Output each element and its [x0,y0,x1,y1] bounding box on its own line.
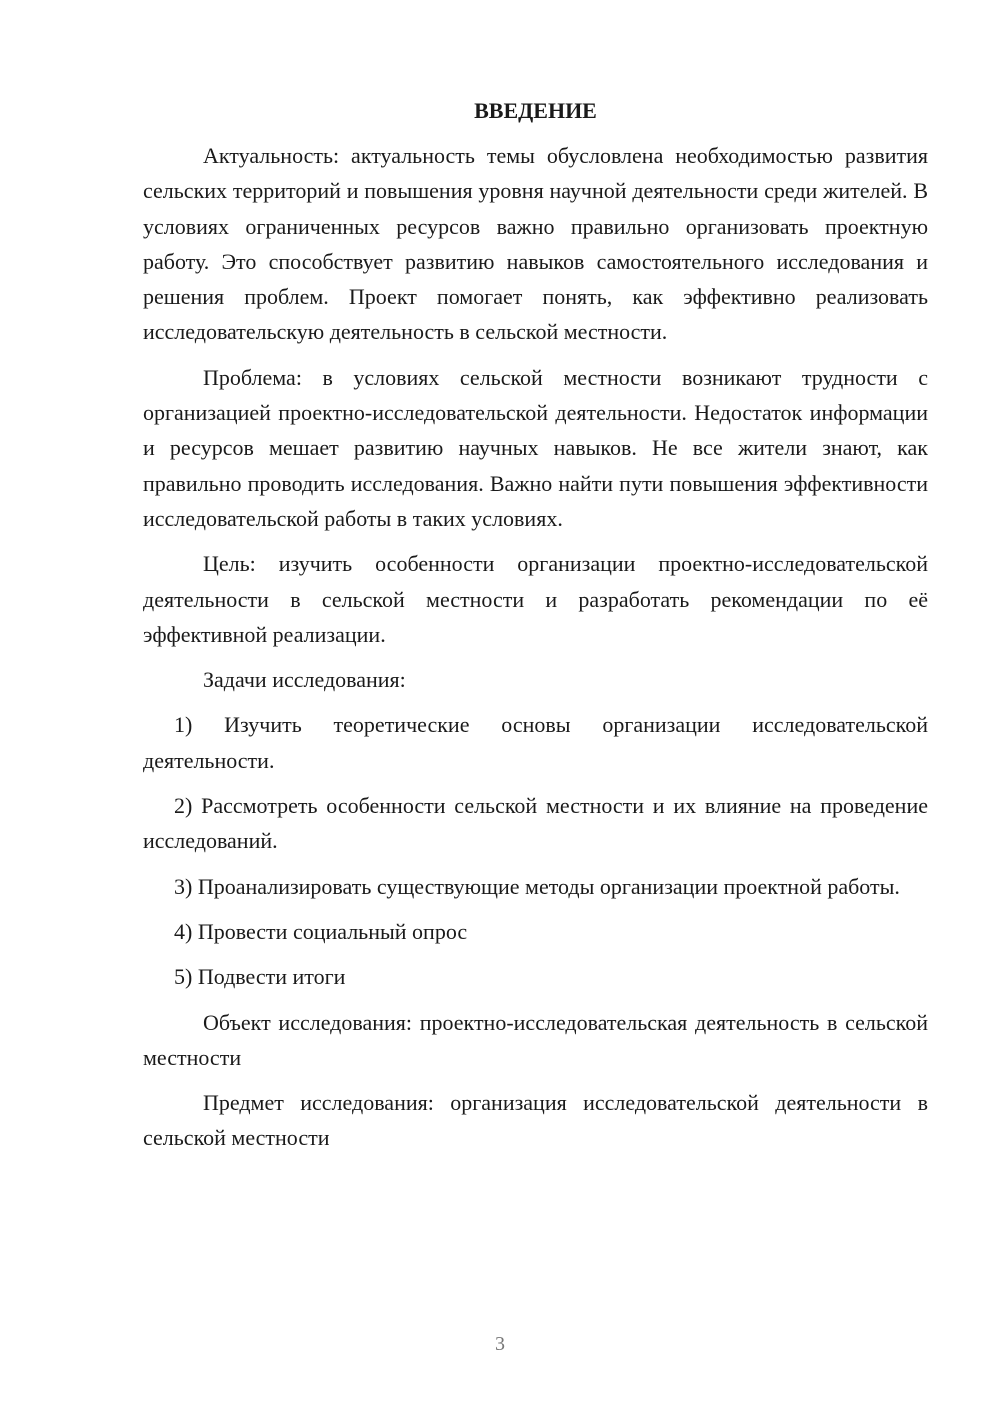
task-item-3: 3) Проанализировать существующие методы организации проектной работы. [174,873,900,899]
task-item-1: 1) Изучить теоретические основы организации исследовательской деятельности. [143,712,928,773]
document-title: ВВЕДЕНИЕ [474,98,597,123]
task-item-4: 4) Провести социальный опрос [174,918,468,944]
problem-paragraph: Проблема: в условиях сельской местности возникают трудности с организацией проектно-исследовательской деятельности. Недостаток информации и ресурсов мешает развитию научных навыков. Не все жители знают, как правильно проводить исследования. Важно найти пути повышения эффективности исследовательской работы в таких условиях. [143,364,928,531]
research-object-paragraph: Объект исследования: проектно-исследовательская деятельность в сельской местности [143,1009,928,1070]
task-item-2: 2) Рассмотреть особенности сельской местности и их влияние на проведение исследований. [143,793,928,854]
tasks-heading: Задачи исследования: [203,667,406,693]
document-page [143,96,928,1166]
research-subject-paragraph: Предмет исследования: организация исследовательской деятельности в сельской местности [143,1090,928,1151]
relevance-paragraph: Актуальность: актуальность темы обусловлена необходимостью развития сельских территорий и повышения уровня научной деятельности среди жителей. В условиях ограниченных ресурсов важно правильно организовать проектную работу. Это способствует развитию навыков самостоятельного исследования и решения проблем. Проект помогает понять, как эффективно реализовать исследовательскую деятельность в сельской местности. [143,143,928,345]
task-item-5: 5) Подвести итоги [174,964,346,990]
goal-paragraph: Цель: изучить особенности организации проектно-исследовательской деятельности в сельской местности и разработать рекомендации по её эффективной реализации. [143,551,928,647]
page-number: 3 [495,1333,505,1355]
